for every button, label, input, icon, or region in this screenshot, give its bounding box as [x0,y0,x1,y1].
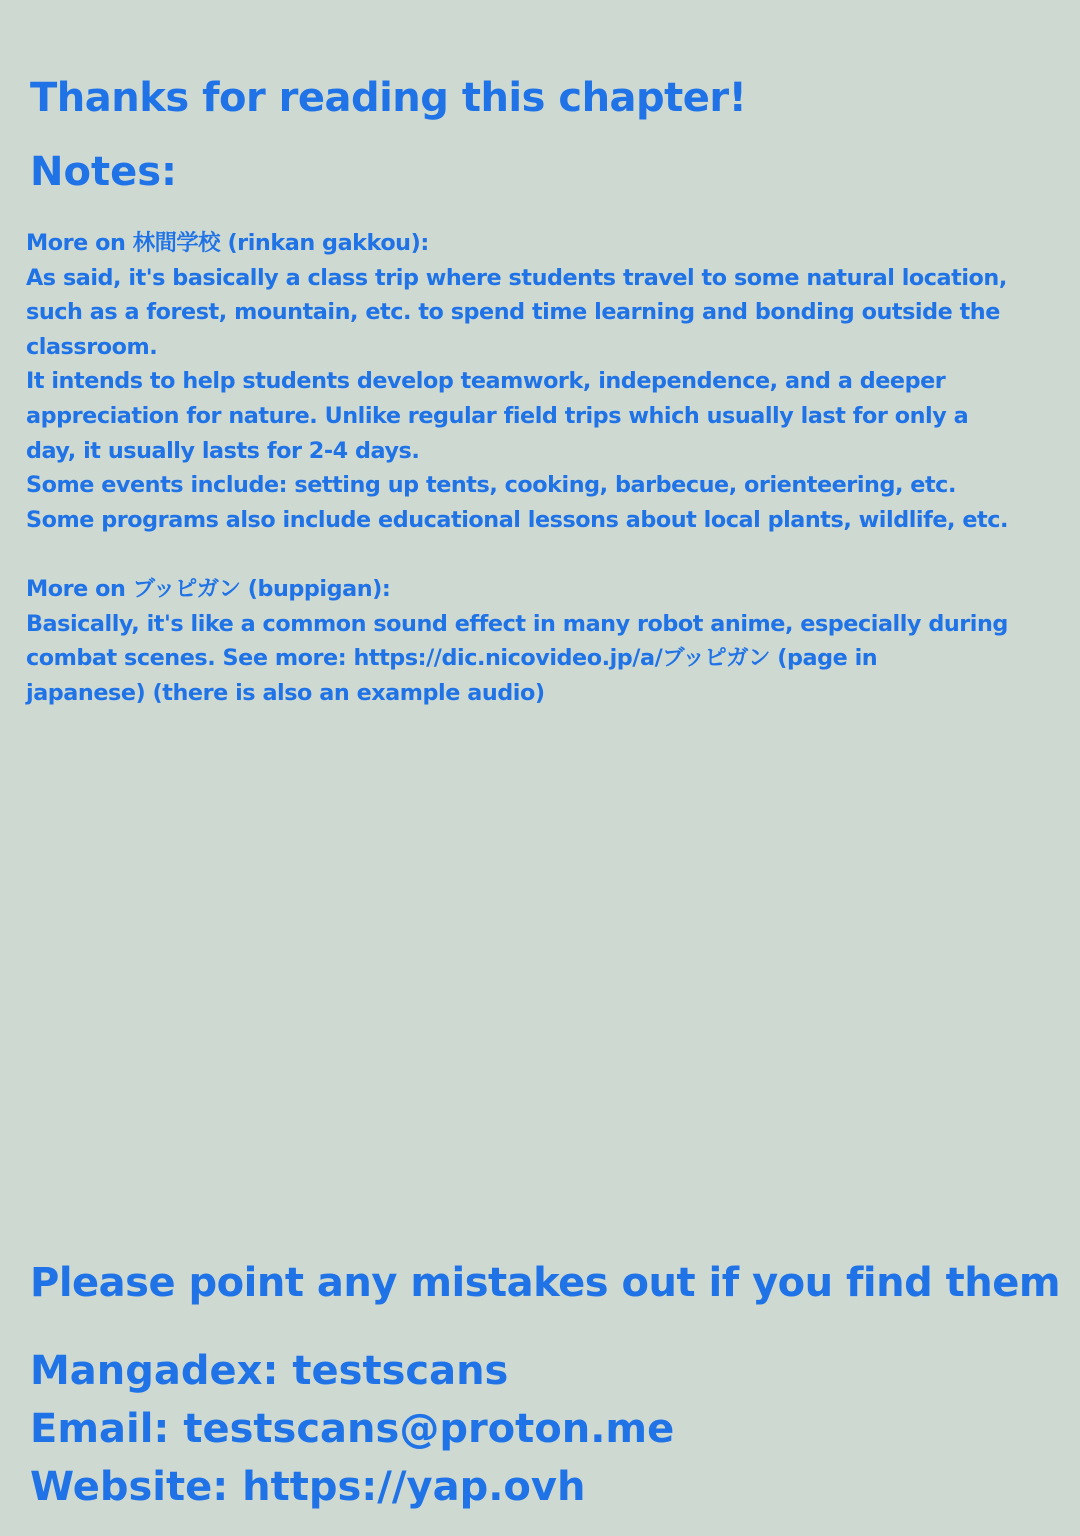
notes-line: such as a forest, mountain, etc. to spend time learning and bonding outside the [26,299,1000,326]
email-contact: Email: testscans@proton.me [30,1406,675,1452]
notes-line: japanese) (there is also an example audio) [26,679,545,706]
contact-info [30,1342,674,1516]
mangadex-contact: Mangadex: testscans [30,1348,509,1394]
notes-line: day, it usually lasts for 2-4 days. [26,437,420,464]
notes-line: Some programs also include educational lessons about local plants, wildlife, etc. [26,506,1009,533]
website-contact: Website: https://yap.ovh [30,1464,586,1510]
notes-line: It intends to help students develop teamwork, independence, and a deeper [26,368,946,395]
notes-line: Basically, it's like a common sound effect in many robot anime, especially during [26,610,1008,637]
mistakes-message: Please point any mistakes out if you find them [30,1260,1061,1306]
notes-line: More on 林間学校 (rinkan gakkou): [26,230,429,256]
page-title: Thanks for reading this chapter! [30,75,747,121]
notes-line: combat scenes. See more: https://dic.nicovideo.jp/a/ブッピガン (page in [26,645,878,672]
notes-line: As said, it's basically a class trip where students travel to some natural location, [26,264,1007,291]
notes-line: appreciation for nature. Unlike regular field trips which usually last for only a [26,402,969,429]
notes-line: Some events include: setting up tents, cooking, barbecue, orienteering, etc. [26,472,956,499]
notes-line: More on ブッピガン (buppigan): [26,575,391,602]
notes-line: classroom. [26,333,158,360]
notes-heading: Notes: [30,149,178,195]
notes-spacer [26,537,1066,572]
notes-body [26,226,1066,710]
